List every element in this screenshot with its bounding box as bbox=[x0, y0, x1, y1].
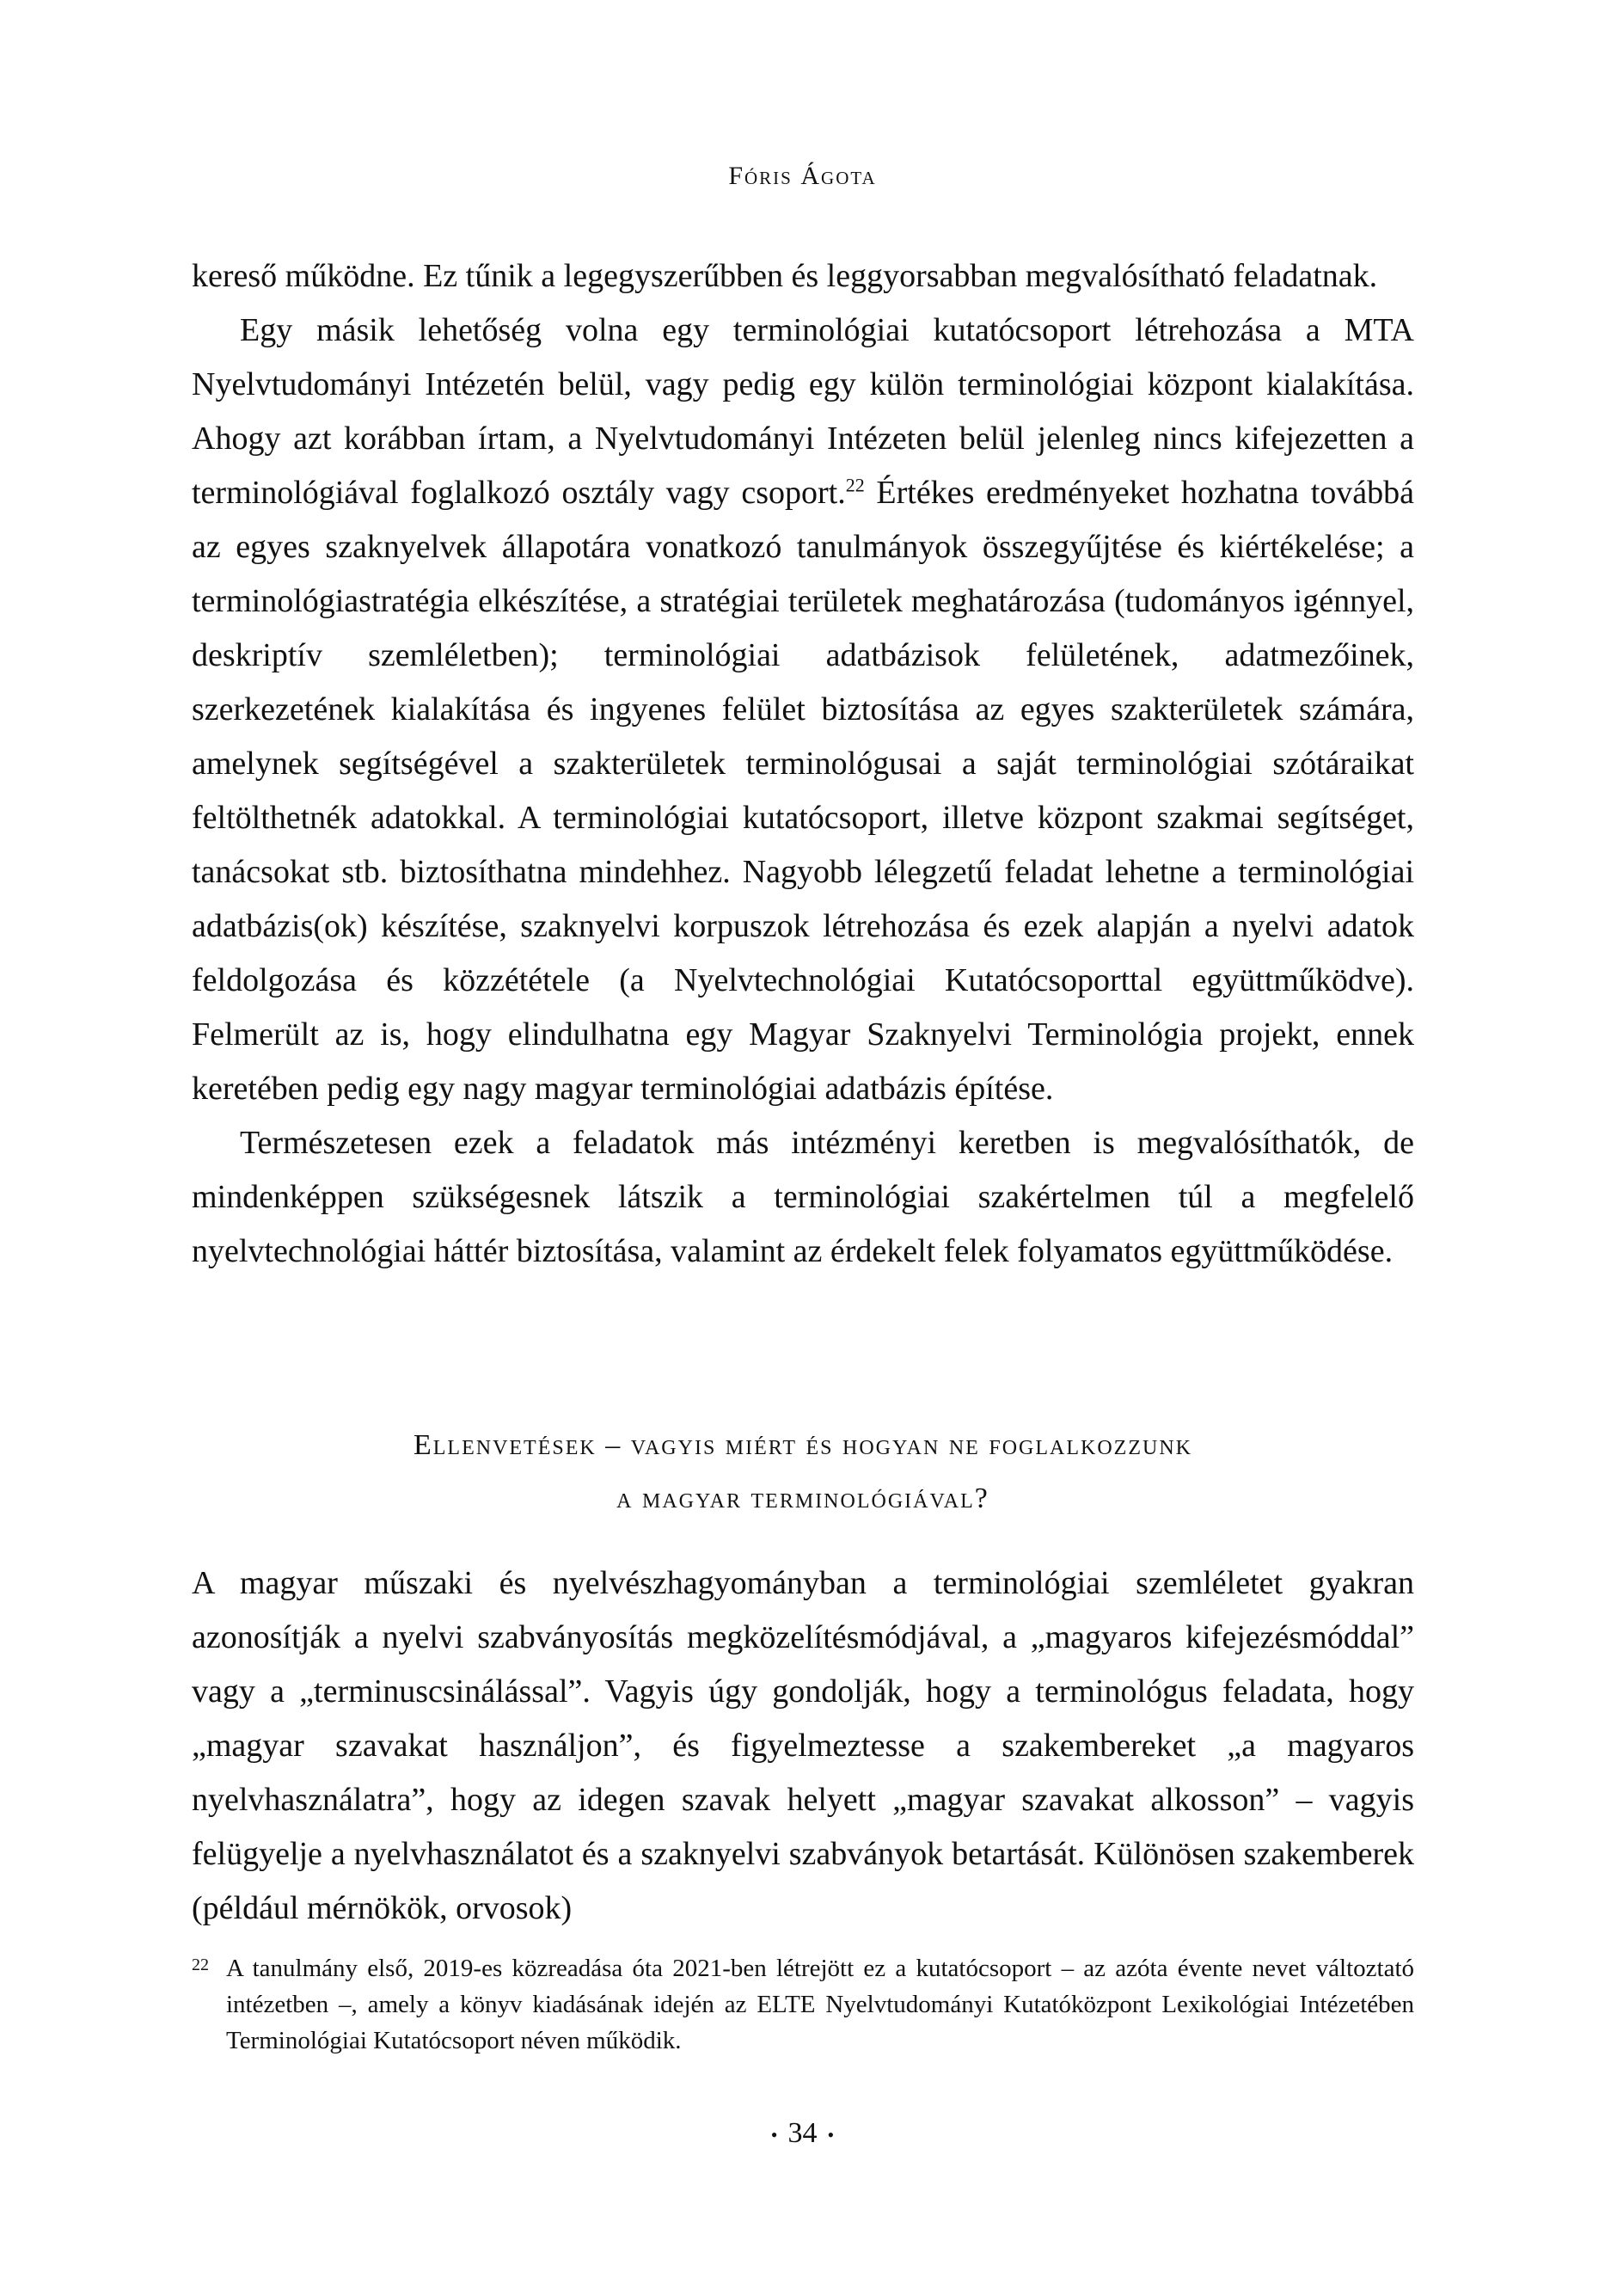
section-paragraph-1: A magyar műszaki és nyelvészhagyományban a terminológiai szemléletet gyakran azonosítják a nyelvi szabványosítás megközelítésmódjával, a „magyaros kifejezésmóddal” vagy a „terminuscsinálással”. Vagyis úgy gondolják, hogy a terminológus feladata, hogy „magyar szavakat használjon”, és figyelmeztesse a szakembereket „a magyaros nyelvhasználatra”, hogy az idegen szavak helyett „magyar szavakat alkosson” – vagyis felügyelje a nyelvhasználatot és a szaknyelvi szabványok betartását. Különösen szakemberek (például mérnökök, orvosok) bbox=[192, 1565, 1414, 1926]
section-heading-line-1: Ellenvetések – vagyis miért és hogyan ne foglalkozzunk bbox=[413, 1429, 1192, 1461]
section-body-text bbox=[192, 1556, 1414, 1936]
footnote-22 bbox=[192, 1950, 1414, 2059]
paragraph-1: kereső működne. Ez tűnik a legegyszerűbben és leggyorsabban megvalósítható feladatnak. bbox=[192, 258, 1378, 294]
footnotes bbox=[192, 1950, 1414, 2059]
running-head-author: Fóris Ágota bbox=[728, 162, 877, 190]
page-number-value: 34 bbox=[787, 2117, 818, 2149]
page-number bbox=[0, 2117, 1605, 2150]
bullet-right-icon: • bbox=[827, 2124, 835, 2146]
section-heading-line-2: a magyar terminológiával? bbox=[616, 1483, 989, 1514]
bullet-left-icon: • bbox=[770, 2124, 778, 2146]
footnote-number: 22 bbox=[192, 1955, 209, 1974]
paragraph-2-text-b: Értékes eredményeket hozhatna továbbá az egyes szaknyelvek állapotára vonatkozó tanulmányok összegyűjtése és kiértékelése; a terminológiastratégia elkészítése, a stratégiai területek meghatározása (tudományos igénnyel, deskriptív szemléletben); terminológiai adatbázisok felületének, adatmezőinek, szerkezetének kialakítása és ingyenes felület biztosítása az egyes szakterületek számára, amelynek segítségével a szakterületek terminológusai a saját terminológiai szótáraikat feltölthetnék adatokkal. A terminológiai kutatócsoport, illetve központ szakmai segítséget, tanácsokat stb. biztosíthatna mindehhez. Nagyobb lélegzetű feladat lehetne a terminológiai adatbázis(ok) készítése, szaknyelvi korpuszok létrehozása és ezek alapján a nyelvi adatok feldolgozása és közzététele (a Nyelvtechnológiai Kutatócsoporttal együttműködve). Felmerült az is, hogy elindulhatna egy Magyar Szaknyelvi Terminológia projekt, ennek keretében pedig egy nagy magyar terminológiai adatbázis építése. bbox=[192, 475, 1414, 1107]
paragraph-2-text-a: Egy másik lehetőség volna egy terminológiai kutatócsoport létrehozása a MTA Nyelvtudományi Intézetén belül, vagy pedig egy külön terminológiai központ kialakítása. Ahogy azt korábban írtam, a Nyelvtudományi Intézeten belül jelenleg nincs kifejezetten a terminológiával foglalkozó osztály vagy csoport. bbox=[192, 312, 1414, 511]
paragraph-3: Természetesen ezek a feladatok más intézményi keretben is megvalósíthatók, de mindenképpen szükségesnek látszik a terminológiai szakértelmen túl a megfelelő nyelvtechnológiai háttér biztosítása, valamint az érdekelt felek folyamatos együttműködése. bbox=[192, 1125, 1414, 1269]
body-text bbox=[192, 249, 1414, 1279]
footnote-reference-22[interactable]: 22 bbox=[845, 474, 865, 496]
paragraph-2 bbox=[192, 304, 1414, 1116]
section-heading bbox=[192, 1419, 1414, 1526]
footnote-text: A tanulmány első, 2019-es közreadása óta 2021-ben létrejött ez a kutatócsoport – az azóta évente nevet változtató intézetben –, amely a könyv kiadásának idején az ELTE Nyelvtudományi Kutatóközpont Lexikológiai Intézetében Terminológiai Kutatócsoport néven működik. bbox=[226, 1955, 1414, 2054]
